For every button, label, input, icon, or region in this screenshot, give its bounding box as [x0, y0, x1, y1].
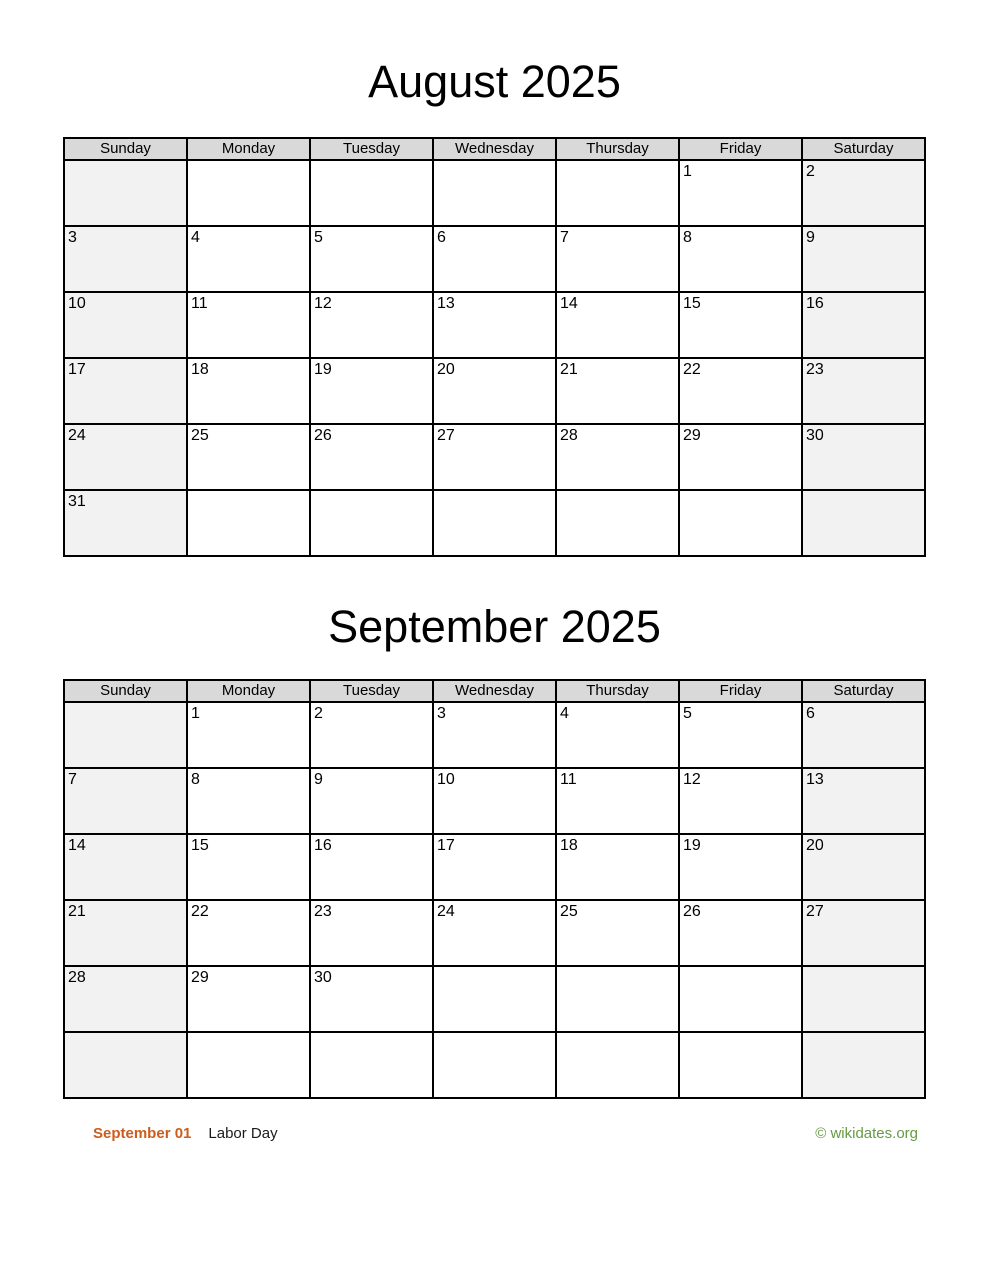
day-cell-empty	[802, 1032, 925, 1098]
holiday-name: Labor Day	[208, 1124, 278, 1142]
day-cell-1: 1	[679, 160, 802, 226]
day-cell-11: 11	[556, 768, 679, 834]
month-title-september: September 2025	[328, 600, 661, 652]
day-cell-16: 16	[310, 834, 433, 900]
weekday-header-thursday: Thursday	[556, 680, 679, 702]
august-calendar-table	[63, 137, 926, 557]
day-cell-26: 26	[679, 900, 802, 966]
week-row	[64, 160, 925, 226]
day-cell-empty	[187, 490, 310, 556]
weekday-header-friday: Friday	[679, 138, 802, 160]
day-cell-empty	[679, 1032, 802, 1098]
august-calendar-header	[64, 138, 925, 160]
weekday-header-sunday: Sunday	[64, 680, 187, 702]
weekday-header-tuesday: Tuesday	[310, 680, 433, 702]
day-cell-22: 22	[187, 900, 310, 966]
weekday-header-sunday: Sunday	[64, 138, 187, 160]
day-cell-6: 6	[433, 226, 556, 292]
day-cell-23: 23	[310, 900, 433, 966]
weekday-header-friday: Friday	[679, 680, 802, 702]
day-cell-19: 19	[679, 834, 802, 900]
weekday-header-wednesday: Wednesday	[433, 138, 556, 160]
day-cell-11: 11	[187, 292, 310, 358]
day-cell-29: 29	[679, 424, 802, 490]
week-row	[64, 966, 925, 1032]
day-cell-empty	[556, 490, 679, 556]
weekday-header-monday: Monday	[187, 138, 310, 160]
weekday-header-wednesday: Wednesday	[433, 680, 556, 702]
day-cell-9: 9	[310, 768, 433, 834]
day-cell-empty	[310, 1032, 433, 1098]
day-cell-empty	[187, 160, 310, 226]
day-cell-empty	[64, 1032, 187, 1098]
day-cell-empty	[556, 1032, 679, 1098]
day-cell-15: 15	[679, 292, 802, 358]
week-row	[64, 702, 925, 768]
day-cell-empty	[433, 966, 556, 1032]
day-cell-7: 7	[556, 226, 679, 292]
weekday-header-thursday: Thursday	[556, 138, 679, 160]
day-cell-21: 21	[556, 358, 679, 424]
day-cell-empty	[802, 966, 925, 1032]
day-cell-30: 30	[802, 424, 925, 490]
weekday-header-monday: Monday	[187, 680, 310, 702]
day-cell-5: 5	[310, 226, 433, 292]
day-cell-2: 2	[802, 160, 925, 226]
day-cell-27: 27	[433, 424, 556, 490]
weekday-header-row	[64, 680, 925, 702]
day-cell-empty	[679, 966, 802, 1032]
week-row	[64, 768, 925, 834]
day-cell-20: 20	[802, 834, 925, 900]
day-cell-5: 5	[679, 702, 802, 768]
day-cell-23: 23	[802, 358, 925, 424]
weekday-header-row	[64, 138, 925, 160]
day-cell-empty	[310, 160, 433, 226]
month-title-august: August 2025	[368, 56, 621, 107]
day-cell-29: 29	[187, 966, 310, 1032]
day-cell-empty	[187, 1032, 310, 1098]
day-cell-12: 12	[679, 768, 802, 834]
day-cell-empty	[64, 702, 187, 768]
day-cell-10: 10	[433, 768, 556, 834]
day-cell-6: 6	[802, 702, 925, 768]
month-section-august	[63, 0, 926, 557]
day-cell-14: 14	[556, 292, 679, 358]
week-row	[64, 834, 925, 900]
day-cell-31: 31	[64, 490, 187, 556]
september-calendar-header	[64, 680, 925, 702]
day-cell-9: 9	[802, 226, 925, 292]
day-cell-1: 1	[187, 702, 310, 768]
day-cell-30: 30	[310, 966, 433, 1032]
day-cell-8: 8	[679, 226, 802, 292]
day-cell-13: 13	[802, 768, 925, 834]
day-cell-empty	[433, 160, 556, 226]
week-row	[64, 292, 925, 358]
august-calendar-body	[64, 160, 925, 556]
holiday-date: September 01	[93, 1124, 192, 1142]
september-calendar-table	[63, 679, 926, 1099]
day-cell-28: 28	[64, 966, 187, 1032]
day-cell-24: 24	[64, 424, 187, 490]
day-cell-3: 3	[64, 226, 187, 292]
day-cell-19: 19	[310, 358, 433, 424]
day-cell-25: 25	[556, 900, 679, 966]
day-cell-20: 20	[433, 358, 556, 424]
week-row	[64, 424, 925, 490]
day-cell-14: 14	[64, 834, 187, 900]
day-cell-10: 10	[64, 292, 187, 358]
day-cell-28: 28	[556, 424, 679, 490]
day-cell-empty	[679, 490, 802, 556]
day-cell-8: 8	[187, 768, 310, 834]
footer	[63, 1125, 926, 1142]
weekday-header-saturday: Saturday	[802, 138, 925, 160]
day-cell-15: 15	[187, 834, 310, 900]
weekday-header-tuesday: Tuesday	[310, 138, 433, 160]
day-cell-empty	[802, 490, 925, 556]
day-cell-empty	[433, 490, 556, 556]
day-cell-27: 27	[802, 900, 925, 966]
day-cell-13: 13	[433, 292, 556, 358]
day-cell-empty	[64, 160, 187, 226]
day-cell-3: 3	[433, 702, 556, 768]
day-cell-empty	[310, 490, 433, 556]
day-cell-26: 26	[310, 424, 433, 490]
day-cell-4: 4	[187, 226, 310, 292]
day-cell-24: 24	[433, 900, 556, 966]
copyright-link[interactable]: © wikidates.org	[815, 1124, 918, 1142]
day-cell-4: 4	[556, 702, 679, 768]
weekday-header-saturday: Saturday	[802, 680, 925, 702]
day-cell-18: 18	[187, 358, 310, 424]
week-row	[64, 226, 925, 292]
day-cell-12: 12	[310, 292, 433, 358]
day-cell-18: 18	[556, 834, 679, 900]
week-row	[64, 900, 925, 966]
day-cell-17: 17	[64, 358, 187, 424]
day-cell-empty	[433, 1032, 556, 1098]
month-section-september	[63, 557, 926, 1099]
holiday-note	[93, 1125, 278, 1142]
week-row	[64, 358, 925, 424]
week-row	[64, 490, 925, 556]
september-calendar-body	[64, 702, 925, 1098]
day-cell-7: 7	[64, 768, 187, 834]
week-row	[64, 1032, 925, 1098]
day-cell-16: 16	[802, 292, 925, 358]
day-cell-2: 2	[310, 702, 433, 768]
day-cell-22: 22	[679, 358, 802, 424]
day-cell-empty	[556, 966, 679, 1032]
day-cell-25: 25	[187, 424, 310, 490]
day-cell-17: 17	[433, 834, 556, 900]
day-cell-empty	[556, 160, 679, 226]
day-cell-21: 21	[64, 900, 187, 966]
